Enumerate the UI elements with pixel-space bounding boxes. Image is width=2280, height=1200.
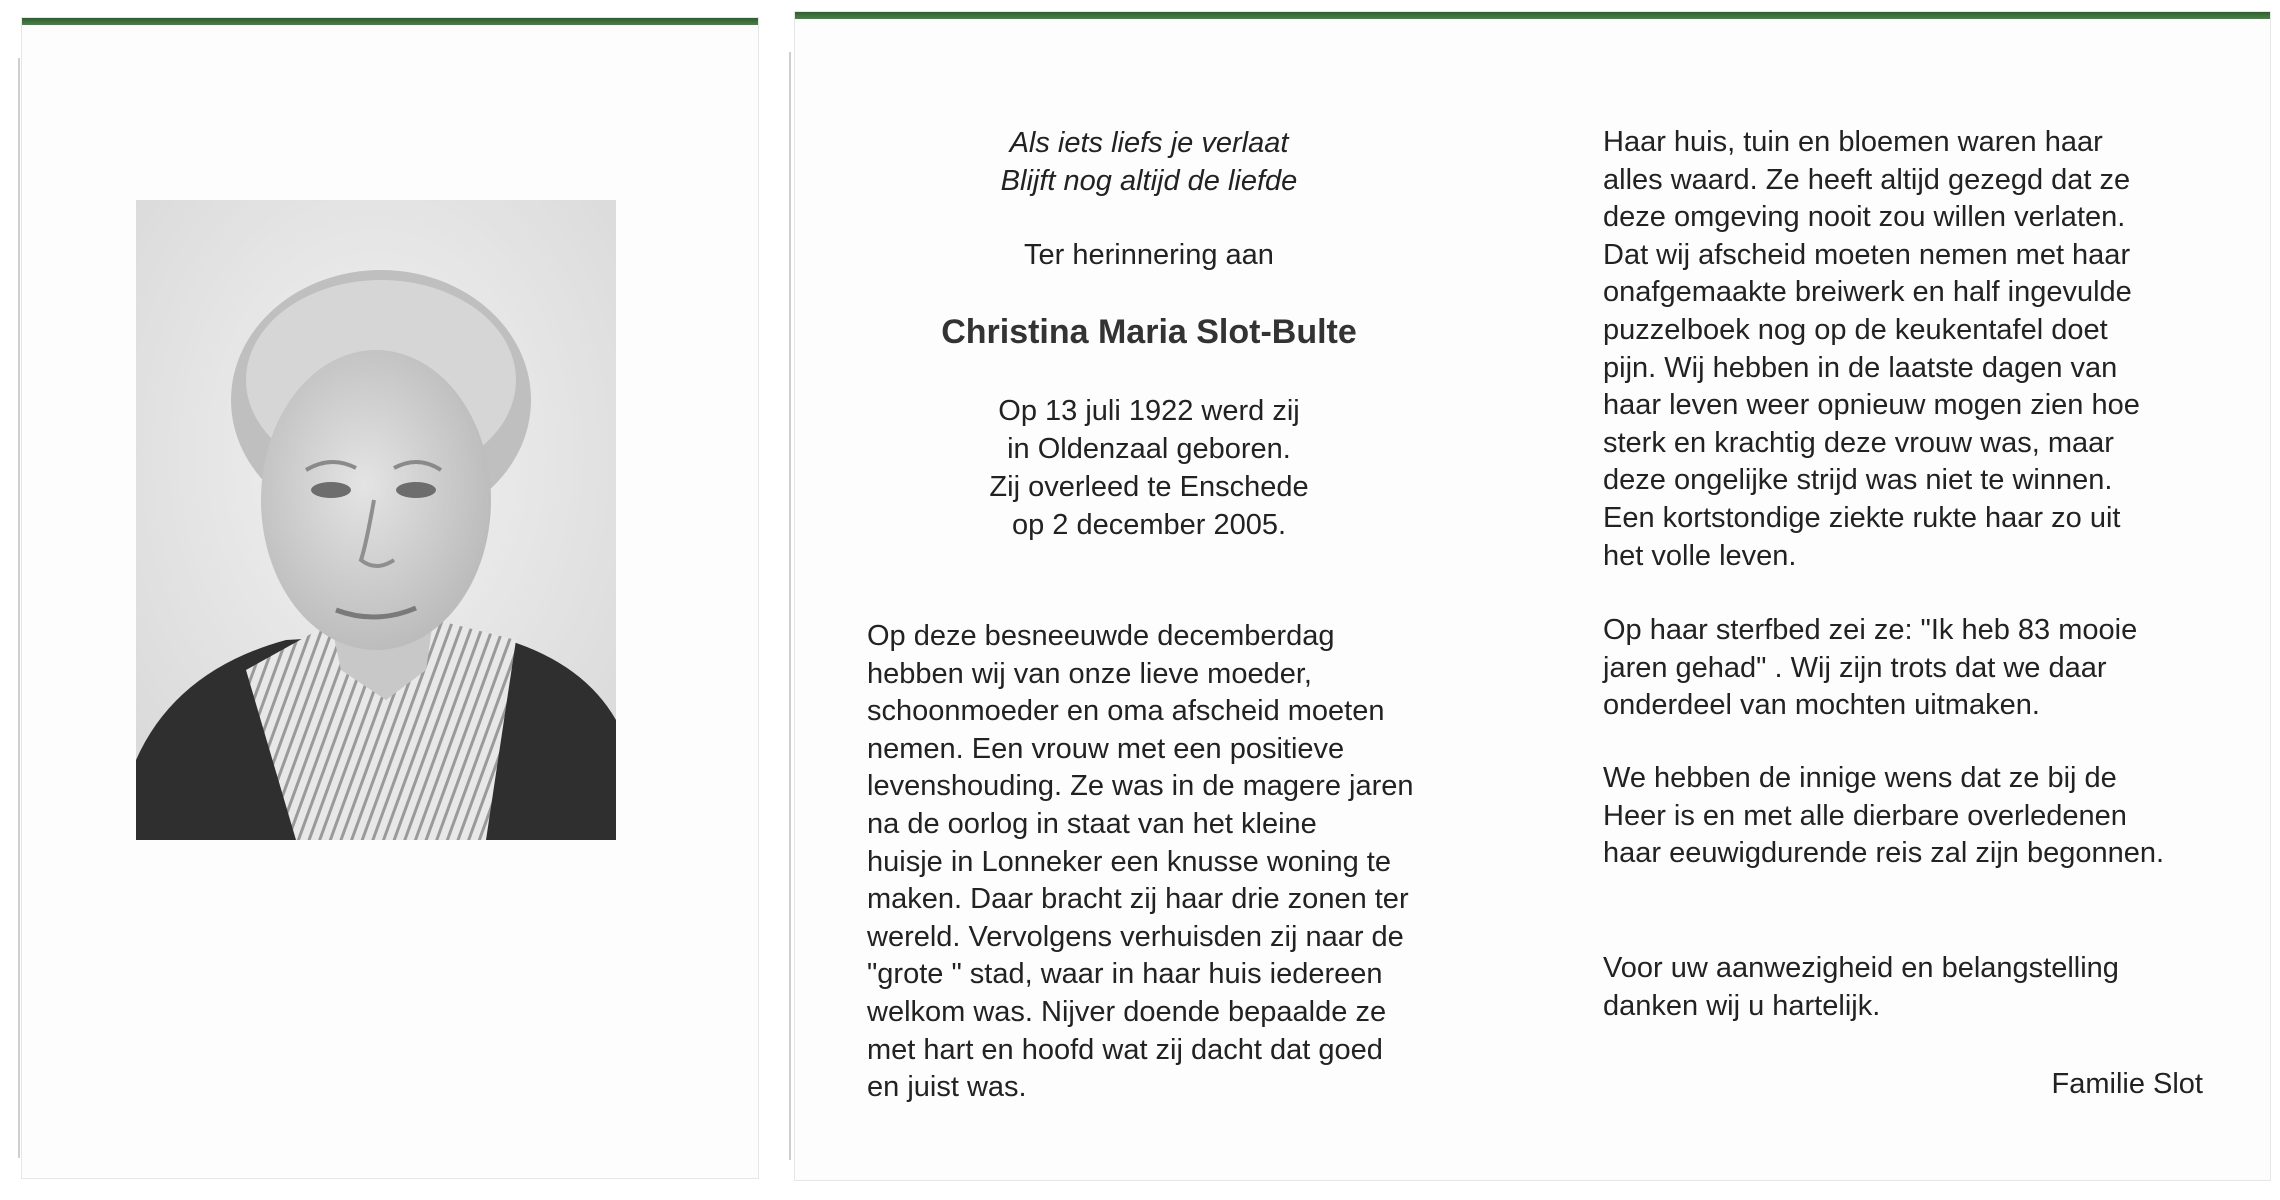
verse-line: Als iets liefs je verlaat <box>1009 127 1289 159</box>
text-line: onafgemaakte breiwerk en half ingevulde <box>1603 276 2132 309</box>
text-line: Voor uw aanwezigheid en belangstelling <box>1603 952 2119 984</box>
text-line: wereld. Vervolgens verhuisden zij naar de <box>867 920 1404 953</box>
family-signature: Familie Slot <box>2051 1068 2203 1100</box>
text-line: Op deze besneeuwde decemberdag <box>867 620 1335 652</box>
dates-line: Zij overleed te Enschede <box>989 471 1309 503</box>
dates-line: Op 13 juli 1922 werd zij <box>998 395 1300 427</box>
text-line: Heer is en met alle dierbare overledenen <box>1603 799 2127 832</box>
text-line: danken wij u hartelijk. <box>1603 989 1881 1022</box>
text-line: schoonmoeder en oma afscheid moeten <box>867 695 1385 728</box>
tribute-paragraph-right-2 <box>1603 612 2203 725</box>
portrait-photo <box>136 200 616 840</box>
text-line: Haar huis, tuin en bloemen waren haar <box>1603 126 2103 158</box>
text-line: en juist was. <box>867 1071 1027 1104</box>
text-line: maken. Daar bracht zij haar drie zonen ter <box>867 883 1409 916</box>
text-line: onderdeel van mochten uitmaken. <box>1603 689 2040 722</box>
right-card-panel <box>795 12 2270 1180</box>
text-line: puzzelboek nog op de keukentafel doet <box>1603 313 2108 346</box>
text-line: welkom was. Nijver doende bepaalde ze <box>867 995 1387 1028</box>
text-line: jaren gehad" . Wij zijn trots dat we daar <box>1603 651 2107 684</box>
text-line: huisje in Lonneker een knusse woning te <box>867 845 1391 878</box>
portrait-drawing <box>136 200 616 840</box>
birth-death-dates <box>849 392 1449 544</box>
green-top-edge-right <box>795 12 2270 19</box>
text-line: hebben wij van onze lieve moeder, <box>867 657 1312 690</box>
dates-line: op 2 december 2005. <box>1011 509 1287 541</box>
text-line: deze omgeving nooit zou willen verlaten. <box>1603 201 2126 234</box>
memory-line: Ter herinnering aan <box>1024 239 1274 271</box>
text-line: We hebben de innige wens dat ze bij de <box>1603 762 2117 794</box>
card-fold-edge <box>789 52 791 1160</box>
verse <box>849 124 1449 200</box>
text-line: nemen. Een vrouw met een positieve <box>867 732 1345 765</box>
card-side-edge <box>18 58 20 1158</box>
verse-line: Blijft nog altijd de liefde <box>1000 165 1298 197</box>
text-line: levenshouding. Ze was in de magere jaren <box>867 770 1414 803</box>
left-card-panel <box>22 18 758 1178</box>
text-line: sterk en krachtig deze vrouw was, maar <box>1603 426 2114 459</box>
text-line: Op haar sterfbed zei ze: "Ik heb 83 mooie <box>1603 614 2138 646</box>
dates-line: in Oldenzaal geboren. <box>1007 433 1291 465</box>
tribute-paragraph-right-1 <box>1603 124 2203 575</box>
tribute-paragraph-right-3 <box>1603 760 2203 873</box>
text-line: Dat wij afscheid moeten nemen met haar <box>1603 238 2131 271</box>
deceased-name: Christina Maria Slot-Bulte <box>941 313 1357 351</box>
text-line: het volle leven. <box>1603 539 1797 572</box>
text-line: Een kortstondige ziekte rukte haar zo uit <box>1603 501 2121 534</box>
text-line: alles waard. Ze heeft altijd gezegd dat ze <box>1603 163 2131 196</box>
green-top-edge <box>22 18 758 25</box>
text-line: met hart en hoofd wat zij dacht dat goed <box>867 1033 1383 1066</box>
text-line: haar leven weer opnieuw mogen zien hoe <box>1603 389 2140 422</box>
text-line: na de oorlog in staat van het kleine <box>867 807 1317 840</box>
text-line: haar eeuwigdurende reis zal zijn begonnen. <box>1603 837 2165 870</box>
thanks-paragraph <box>1603 950 2203 1025</box>
text-line: pijn. Wij hebben in de laatste dagen van <box>1603 351 2118 384</box>
text-line: deze ongelijke strijd was niet te winnen. <box>1603 464 2113 497</box>
text-line: "grote " stad, waar in haar huis iedereen <box>867 958 1383 991</box>
tribute-paragraph-left <box>867 618 1455 1107</box>
